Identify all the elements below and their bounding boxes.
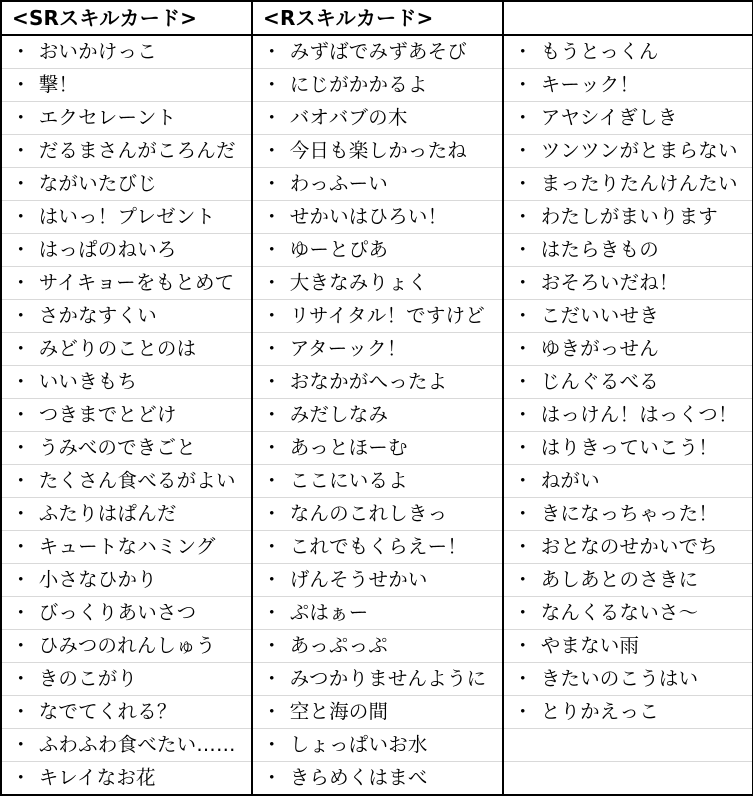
sr-skill-card-name: おいかけっこ: [38, 40, 157, 63]
sr-skill-card-name: つきまでとどけ: [38, 403, 177, 426]
bullet-mark: ・: [262, 700, 282, 723]
sr-skill-card-name: ながいたびじ: [38, 172, 157, 195]
r-skill-card-extra-cell: [503, 168, 753, 201]
r-skill-card-extra-cell: [503, 531, 753, 564]
r-skill-card-name: きらめくはまべ: [289, 766, 428, 789]
sr-skill-card-name: エクセレーント: [38, 106, 177, 129]
sr-skill-card-cell: [1, 366, 252, 399]
table-row: [1, 102, 753, 135]
sr-skill-card-name: みどりのことのは: [38, 337, 197, 360]
r-skill-card-extra-name: はっけん！はっくつ！: [540, 403, 738, 426]
r-skill-card-extra-name: きになっちゃった！: [540, 502, 719, 525]
bullet-mark: ・: [11, 436, 31, 459]
table-row: [1, 729, 753, 762]
table-row: [1, 696, 753, 729]
bullet-mark: ・: [262, 337, 282, 360]
bullet-mark: ・: [11, 238, 31, 261]
sr-skill-card-name: びっくりあいさつ: [38, 601, 197, 624]
bullet-mark: ・: [11, 304, 31, 327]
bullet-mark: ・: [11, 271, 31, 294]
sr-skill-card-name: キレイなお花: [38, 766, 156, 789]
r-skill-card-extra-name: あしあとのさきに: [540, 568, 699, 591]
sr-skill-card-cell: [1, 102, 252, 135]
r-skill-card-cell: [252, 234, 503, 267]
r-skill-card-cell: [252, 69, 503, 102]
sr-skill-card-cell: [1, 267, 252, 300]
r-skill-card-extra-cell: [503, 267, 753, 300]
table-row: [1, 531, 753, 564]
sr-skill-card-cell: [1, 135, 252, 168]
bullet-mark: ・: [262, 436, 282, 459]
table-row: [1, 168, 753, 201]
bullet-mark: ・: [11, 172, 31, 195]
r-skill-card-extra-name: わたしがまいります: [540, 205, 719, 228]
bullet-mark: ・: [513, 139, 533, 162]
table-row: [1, 35, 753, 69]
r-skill-card-extra-name: やまない雨: [540, 634, 640, 657]
sr-skill-card-cell: [1, 69, 252, 102]
bullet-mark: ・: [513, 535, 533, 558]
header-r-skill-card: <Rスキルカード>: [252, 1, 503, 35]
sr-skill-card-cell: [1, 465, 252, 498]
bullet-mark: ・: [262, 502, 282, 525]
bullet-mark: ・: [11, 601, 31, 624]
r-skill-card-name: なんのこれしきっ: [289, 502, 448, 525]
r-skill-card-name: バオバブの木: [289, 106, 408, 129]
bullet-mark: ・: [262, 271, 282, 294]
sr-skill-card-name: たくさん食べるがよい: [38, 469, 236, 492]
r-skill-card-extra-name: きたいのこうはい: [540, 667, 699, 690]
r-skill-card-extra-name: キーック！: [540, 73, 640, 96]
r-skill-card-name: ぷはぁー: [289, 601, 369, 624]
r-skill-card-name: しょっぱいお水: [289, 733, 428, 756]
r-skill-card-extra-cell: [503, 35, 753, 69]
bullet-mark: ・: [262, 205, 282, 228]
table-row: [1, 234, 753, 267]
bullet-mark: ・: [262, 469, 282, 492]
bullet-mark: ・: [513, 469, 533, 492]
r-skill-card-extra-cell: [503, 663, 753, 696]
r-skill-card-extra-name: まったりたんけんたい: [540, 172, 738, 195]
r-skill-card-cell: [252, 531, 503, 564]
sr-skill-card-cell: [1, 663, 252, 696]
sr-skill-card-name: はっぱのねいろ: [38, 238, 177, 261]
r-skill-card-cell: [252, 35, 503, 69]
sr-skill-card-cell: [1, 531, 252, 564]
r-skill-card-extra-cell: [503, 729, 753, 762]
r-skill-card-extra-name: ねがい: [540, 469, 600, 492]
bullet-mark: ・: [11, 733, 31, 756]
r-skill-card-name: あっぷっぷ: [289, 634, 389, 657]
table-row: [1, 432, 753, 465]
r-skill-card-name: にじがかかるよ: [289, 73, 428, 96]
sr-skill-card-cell: [1, 696, 252, 729]
bullet-mark: ・: [11, 40, 31, 63]
bullet-mark: ・: [11, 469, 31, 492]
r-skill-card-name: げんそうせかい: [289, 568, 428, 591]
r-skill-card-extra-cell: [503, 300, 753, 333]
r-skill-card-cell: [252, 201, 503, 234]
sr-skill-card-cell: [1, 201, 252, 234]
sr-skill-card-name: さかなすくい: [38, 304, 157, 327]
r-skill-card-cell: [252, 333, 503, 366]
r-skill-card-extra-name: ツンツンがとまらない: [540, 139, 738, 162]
table-row: [1, 498, 753, 531]
bullet-mark: ・: [11, 205, 31, 228]
r-skill-card-extra-cell: [503, 762, 753, 796]
r-skill-card-extra-name: おとなのせかいでち: [540, 535, 719, 558]
table-row: [1, 630, 753, 663]
table-row: [1, 69, 753, 102]
r-skill-card-extra-cell: [503, 432, 753, 465]
r-skill-card-extra-cell: [503, 696, 753, 729]
bullet-mark: ・: [11, 766, 31, 789]
bullet-mark: ・: [11, 73, 31, 96]
r-skill-card-extra-name: おそろいだね！: [540, 271, 679, 294]
table-row: [1, 564, 753, 597]
bullet-mark: ・: [262, 568, 282, 591]
bullet-mark: ・: [262, 73, 282, 96]
header-empty: [503, 1, 753, 35]
bullet-mark: ・: [11, 700, 31, 723]
bullet-mark: ・: [513, 238, 533, 261]
sr-skill-card-name: ひみつのれんしゅう: [38, 634, 216, 657]
r-skill-card-extra-cell: [503, 564, 753, 597]
table-row: [1, 333, 753, 366]
sr-skill-card-cell: [1, 300, 252, 333]
sr-skill-card-name: ふわふわ食べたい……: [38, 733, 236, 756]
bullet-mark: ・: [262, 403, 282, 426]
r-skill-card-extra-cell: [503, 69, 753, 102]
sr-skill-card-name: サイキョーをもとめて: [38, 271, 235, 294]
r-skill-card-name: 空と海の間: [289, 700, 389, 723]
bullet-mark: ・: [262, 601, 282, 624]
r-skill-card-name: アターック！: [289, 337, 407, 360]
r-skill-card-extra-name: はりきっていこう！: [540, 436, 719, 459]
sr-skill-card-cell: [1, 168, 252, 201]
bullet-mark: ・: [513, 304, 533, 327]
sr-skill-card-name: うみべのできごと: [38, 436, 196, 459]
sr-skill-card-cell: [1, 333, 252, 366]
r-skill-card-cell: [252, 432, 503, 465]
r-skill-card-name: みつかりませんように: [289, 667, 487, 690]
bullet-mark: ・: [513, 271, 533, 294]
sr-skill-card-name: 小さなひかり: [38, 568, 157, 591]
bullet-mark: ・: [513, 601, 533, 624]
header-row: [1, 1, 753, 35]
r-skill-card-name: 今日も楽しかったね: [289, 139, 468, 162]
r-skill-card-name: リサイタル！ですけど: [289, 304, 485, 327]
r-skill-card-cell: [252, 267, 503, 300]
bullet-mark: ・: [262, 634, 282, 657]
sr-skill-card-cell: [1, 432, 252, 465]
sr-skill-card-name: なでてくれる？: [38, 700, 177, 723]
bullet-mark: ・: [11, 139, 31, 162]
table-body: [1, 35, 753, 795]
r-skill-card-name: わっふーい: [289, 172, 389, 195]
bullet-mark: ・: [262, 238, 282, 261]
r-skill-card-extra-name: なんくるないさ～: [540, 601, 699, 624]
r-skill-card-cell: [252, 168, 503, 201]
sr-skill-card-name: だるまさんがころんだ: [38, 139, 236, 162]
r-skill-card-name: あっとほーむ: [289, 436, 408, 459]
r-skill-card-extra-cell: [503, 135, 753, 168]
r-skill-card-name: ここにいるよ: [289, 469, 408, 492]
r-skill-card-name: ゆーとぴあ: [289, 238, 389, 261]
sr-skill-card-name: 撃！: [38, 73, 79, 96]
sr-skill-card-cell: [1, 564, 252, 597]
bullet-mark: ・: [513, 205, 533, 228]
bullet-mark: ・: [262, 733, 282, 756]
r-skill-card-name: みずばでみずあそび: [289, 40, 468, 63]
bullet-mark: ・: [262, 766, 282, 789]
sr-skill-card-name: ふたりはぱんだ: [38, 502, 177, 525]
table-row: [1, 135, 753, 168]
sr-skill-card-name: いいきもち: [38, 370, 138, 393]
sr-skill-card-cell: [1, 762, 252, 796]
sr-skill-card-cell: [1, 35, 252, 69]
r-skill-card-extra-name: とりかえっこ: [540, 700, 659, 723]
table-row: [1, 465, 753, 498]
bullet-mark: ・: [11, 667, 31, 690]
r-skill-card-extra-name: もうとっくん: [540, 40, 659, 63]
bullet-mark: ・: [262, 106, 282, 129]
r-skill-card-cell: [252, 597, 503, 630]
r-skill-card-cell: [252, 729, 503, 762]
r-skill-card-extra-cell: [503, 630, 753, 663]
bullet-mark: ・: [262, 172, 282, 195]
bullet-mark: ・: [513, 73, 533, 96]
r-skill-card-extra-cell: [503, 465, 753, 498]
table-row: [1, 399, 753, 432]
r-skill-card-cell: [252, 465, 503, 498]
bullet-mark: ・: [513, 634, 533, 657]
r-skill-card-name: これでもくらえー！: [289, 535, 468, 558]
r-skill-card-cell: [252, 663, 503, 696]
r-skill-card-cell: [252, 102, 503, 135]
bullet-mark: ・: [513, 172, 533, 195]
r-skill-card-cell: [252, 498, 503, 531]
r-skill-card-name: せかいはひろい！: [289, 205, 448, 228]
r-skill-card-name: みだしなみ: [289, 403, 389, 426]
table-row: [1, 201, 753, 234]
r-skill-card-extra-cell: [503, 333, 753, 366]
bullet-mark: ・: [262, 304, 282, 327]
r-skill-card-extra-cell: [503, 234, 753, 267]
bullet-mark: ・: [11, 106, 31, 129]
table-row: [1, 597, 753, 630]
r-skill-card-extra-cell: [503, 399, 753, 432]
r-skill-card-extra-name: こだいいせき: [540, 304, 659, 327]
bullet-mark: ・: [513, 502, 533, 525]
r-skill-card-extra-cell: [503, 201, 753, 234]
sr-skill-card-name: はいっ！プレゼント: [38, 205, 216, 228]
r-skill-card-name: 大きなみりょく: [289, 271, 428, 294]
r-skill-card-cell: [252, 630, 503, 663]
bullet-mark: ・: [513, 403, 533, 426]
r-skill-card-cell: [252, 135, 503, 168]
r-skill-card-extra-cell: [503, 366, 753, 399]
r-skill-card-cell: [252, 399, 503, 432]
bullet-mark: ・: [11, 634, 31, 657]
bullet-mark: ・: [513, 40, 533, 63]
bullet-mark: ・: [11, 370, 31, 393]
bullet-mark: ・: [262, 667, 282, 690]
bullet-mark: ・: [513, 337, 533, 360]
r-skill-card-cell: [252, 696, 503, 729]
bullet-mark: ・: [11, 502, 31, 525]
sr-skill-card-name: キュートなハミング: [38, 535, 216, 558]
r-skill-card-cell: [252, 366, 503, 399]
sr-skill-card-cell: [1, 597, 252, 630]
r-skill-card-extra-name: はたらきもの: [540, 238, 659, 261]
bullet-mark: ・: [513, 436, 533, 459]
r-skill-card-cell: [252, 564, 503, 597]
r-skill-card-cell: [252, 300, 503, 333]
bullet-mark: ・: [513, 568, 533, 591]
r-skill-card-extra-cell: [503, 102, 753, 135]
header-sr-skill-card: <SRスキルカード>: [1, 1, 252, 35]
bullet-mark: ・: [513, 667, 533, 690]
bullet-mark: ・: [11, 403, 31, 426]
r-skill-card-extra-name: アヤシイぎしき: [540, 106, 678, 129]
r-skill-card-extra-name: じんぐるべる: [540, 370, 659, 393]
bullet-mark: ・: [11, 535, 31, 558]
table-row: [1, 366, 753, 399]
bullet-mark: ・: [11, 568, 31, 591]
r-skill-card-extra-cell: [503, 597, 753, 630]
bullet-mark: ・: [513, 106, 533, 129]
bullet-mark: ・: [513, 370, 533, 393]
table-row: [1, 267, 753, 300]
sr-skill-card-cell: [1, 630, 252, 663]
sr-skill-card-name: きのこがり: [38, 667, 138, 690]
sr-skill-card-cell: [1, 498, 252, 531]
bullet-mark: ・: [11, 337, 31, 360]
r-skill-card-extra-cell: [503, 498, 753, 531]
table-row: [1, 663, 753, 696]
bullet-mark: ・: [513, 700, 533, 723]
bullet-mark: ・: [262, 535, 282, 558]
bullet-mark: ・: [262, 370, 282, 393]
table-row: [1, 300, 753, 333]
r-skill-card-extra-name: ゆきがっせん: [540, 337, 659, 360]
table-row: [1, 762, 753, 796]
sr-skill-card-cell: [1, 399, 252, 432]
sr-skill-card-cell: [1, 234, 252, 267]
bullet-mark: ・: [262, 139, 282, 162]
r-skill-card-name: おなかがへったよ: [289, 370, 448, 393]
bullet-mark: ・: [262, 40, 282, 63]
r-skill-card-cell: [252, 762, 503, 796]
sr-skill-card-cell: [1, 729, 252, 762]
